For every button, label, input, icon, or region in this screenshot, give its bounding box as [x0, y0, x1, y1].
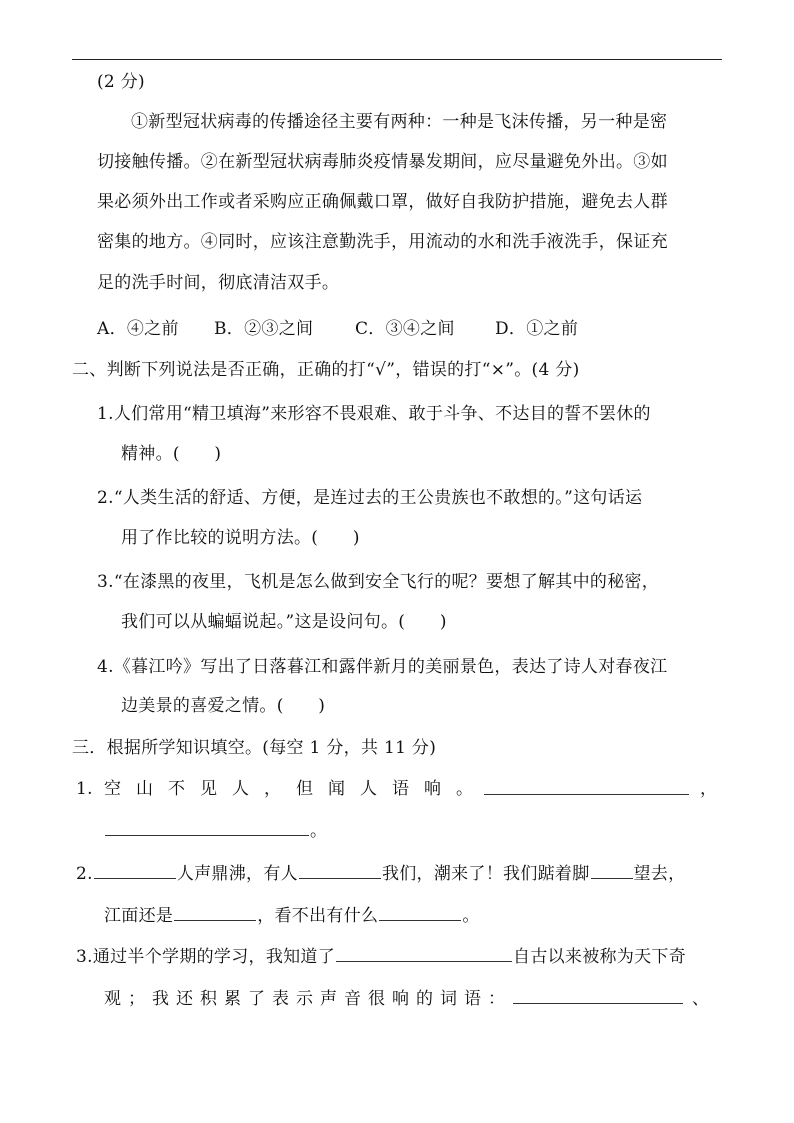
q2-p1: 人声鼎沸，有人 — [176, 864, 298, 884]
q3-blank-2[interactable] — [513, 987, 683, 1004]
q2-p3: 望去， — [633, 864, 686, 884]
passage-line-3: 果必须外出工作或者采购应正确佩戴口罩，做好自我防护措施，避免去人群 — [97, 192, 668, 212]
judge-item-2-line2: 用了作比较的说明方法。( ) — [121, 528, 360, 548]
q1-end: 。 — [310, 821, 328, 841]
judge-item-2-line1: 2.“人类生活的舒适、方便，是连过去的王公贵族也不敢想的。”这句话运 — [97, 488, 643, 508]
q3-blank-1[interactable] — [336, 945, 512, 962]
option-d: D．①之前 — [495, 319, 579, 339]
q2-line2 — [104, 904, 480, 927]
judge-item-4-line2: 边美景的喜爱之情。( ) — [121, 696, 326, 716]
passage-line-2: 切接触传播。②在新型冠状病毒肺炎疫情暴发期间，应尽量避免外出。③如 — [97, 152, 668, 172]
q2-p5: ，看不出有什么 — [257, 906, 379, 926]
q1-line2 — [104, 819, 327, 842]
judge-item-4-line1: 4.《暮江吟》写出了日落暮江和露伴新月的美丽景色，表达了诗人对春夜江 — [97, 657, 668, 677]
header-rule — [72, 59, 722, 60]
q3-p1: 通过半个学期的学习，我知道了 — [92, 947, 336, 967]
q3-p4: 、 — [692, 989, 710, 1009]
q2-blank-4[interactable] — [174, 904, 256, 921]
q1-blank-1[interactable] — [483, 778, 690, 801]
q2-blank-2[interactable] — [299, 862, 381, 879]
q3-number: 3. — [76, 947, 93, 967]
passage-line-5: 足的洗手时间，彻底清洁双手。 — [97, 273, 340, 293]
judge-item-3-line1: 3.“在漆黑的夜里，飞机是怎么做到安全飞行的呢？要想了解其中的秘密， — [97, 572, 660, 592]
judge-item-1-line1: 1.人们常用“精卫填海”来形容不畏艰难、敢于斗争、不达目的誓不罢休的 — [97, 404, 651, 424]
option-c: C．③④之间 — [355, 319, 455, 339]
section3-heading: 三．根据所学知识填空。(每空 1 分，共 11 分) — [72, 738, 437, 758]
q1-text: 空山不见人，但闻人语响。 — [104, 779, 488, 799]
q2-p2: 我们，潮来了！我们踮着脚 — [381, 864, 590, 884]
passage-line-4: 密集的地方。④同时，应该注意勤洗手，用流动的水和洗手液洗手，保证充 — [97, 232, 668, 252]
option-a: A．④之前 — [97, 319, 179, 339]
judge-item-3-line2: 我们可以从蝙蝠说起。”这是设问句。( ) — [121, 612, 447, 632]
q1-number: 1. — [76, 779, 93, 799]
q3-line1 — [76, 945, 686, 968]
q3-line2 — [104, 987, 709, 1010]
q3-p3: 观；我还积累了表示声音很响的词语： — [104, 989, 512, 1009]
q3-p2: 自古以来被称为天下奇 — [513, 947, 687, 967]
q1-blank-2[interactable] — [105, 819, 309, 836]
q2-blank-3[interactable] — [591, 862, 633, 879]
passage-line-1: ①新型冠状病毒的传播途径主要有两种：一种是飞沫传播，另一种是密 — [131, 112, 668, 132]
option-b: B．②③之间 — [214, 319, 314, 339]
judge-item-1-line2: 精神。( ) — [121, 444, 222, 464]
q2-line1 — [76, 862, 685, 885]
section1-score: (2 分) — [97, 72, 145, 92]
q2-blank-1[interactable] — [94, 862, 176, 879]
q2-blank-5[interactable] — [379, 904, 461, 921]
q1-comma: ， — [700, 779, 718, 799]
q2-p6: 。 — [462, 906, 480, 926]
section2-heading: 二、判断下列说法是否正确，正确的打“√”，错误的打“×”。(4 分) — [72, 360, 580, 380]
q2-p4: 江面还是 — [104, 906, 174, 926]
q2-number: 2. — [76, 864, 93, 884]
